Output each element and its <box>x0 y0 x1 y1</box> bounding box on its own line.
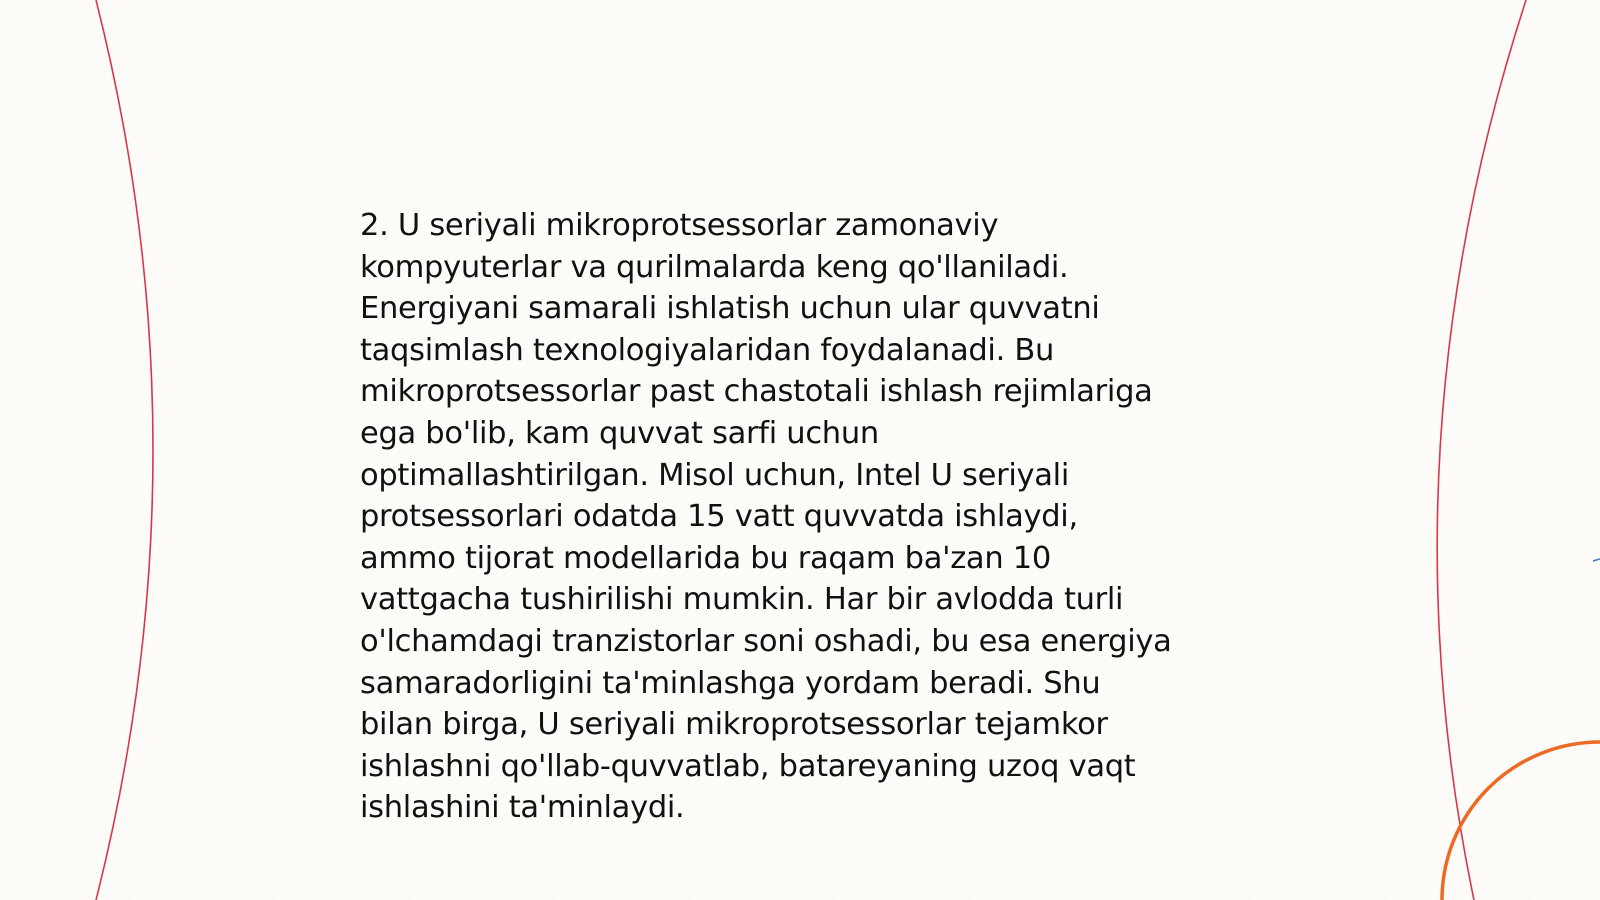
right-edge-mark <box>1593 559 1600 561</box>
left-red-arc <box>96 0 153 900</box>
right-red-arc <box>1437 0 1526 900</box>
slide-body-text: 2. U seriyali mikroprotsessorlar zamonaviy kompyuterlar va qurilmalarda keng qo'llaniladi. Energiyani samarali ishlatish uchun ular quvvatni taqsimlash texnologiyalaridan foydalanadi. Bu mikroprotsessorlar past chastotali ishlash rejimlariga ega bo'lib, kam quvvat sarfi uchun optimallashtirilgan. Misol uchun, Intel U seriyali protsessorlari odatda 15 vatt quvvatda ishlaydi, ammo tijorat modellarida bu raqam ba'zan 10 vattgacha tushirilishi mumkin. Har bir avlodda turli o'lchamdagi tranzistorlar soni oshadi, bu esa energiya samaradorligini ta'minlashga yordam beradi. Shu bilan birga, U seriyali mikroprotsessorlar tejamkor ishlashni qo'llab-quvvatlab, batareyaning uzoq vaqt ishlashini ta'minlaydi. <box>360 208 1172 826</box>
orange-circle-arc <box>1442 742 1600 900</box>
